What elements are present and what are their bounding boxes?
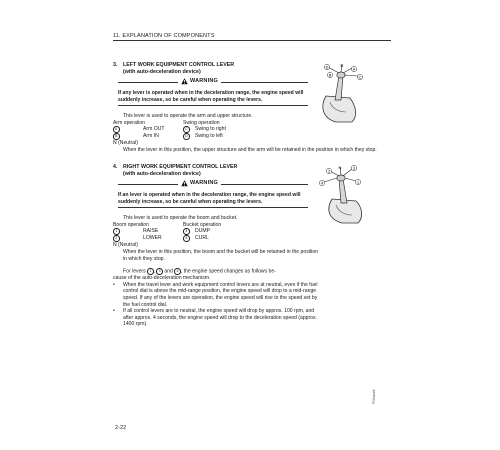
direction-arrow: [344, 75, 358, 76]
figure-label: D: [325, 65, 329, 70]
levers-text-cont: , the engine speed changes as follows be-: [180, 268, 276, 275]
bullet-item: • If all control levers are to neutral, the engine speed will drop by approx. 100 rpm, and after approx. 4 seconds, the engine speed will drop to the deceleration speed (approx. 1400 rpm).: [113, 308, 323, 328]
arm-operation-header: Arm operation: [113, 119, 145, 126]
circled-key: 4: [183, 235, 190, 242]
figure-label: N: [338, 165, 342, 170]
circled-key: D: [184, 134, 188, 139]
warning-triangle-icon: [181, 180, 188, 187]
section4-warning-box: [118, 180, 308, 208]
circled-key: 3: [156, 268, 163, 275]
op-value: Swing to left: [195, 133, 223, 140]
circled-key: 4: [174, 268, 181, 275]
warning-triangle-icon: [181, 78, 188, 85]
figure-label: C: [358, 75, 362, 80]
section3-warning-text: If any lever is operated when in the deceleration range, the engine speed will suddenly increase, so be careful when operating the levers.: [118, 90, 304, 103]
section3-number: 3.: [113, 62, 118, 68]
lever-knob: [337, 72, 345, 78]
direction-arrow: [343, 169, 352, 176]
section4-warning-text: If an lever is operated when in the deceleration range, the engine speed will suddenly increase, so be careful when operating the levers.: [118, 192, 301, 205]
auto-decel-intro: For levers 1 , 3 and 4 , the engine speed changes as follows be-: [123, 268, 276, 275]
lever-knob: [337, 175, 345, 181]
direction-arrow: [343, 68, 352, 73]
section4-body: [113, 215, 393, 328]
right-lever-figure: [312, 163, 372, 225]
swing-operation-header: Swing operation: [183, 119, 220, 126]
circled-key: 1: [147, 268, 154, 275]
figure-label: B: [328, 73, 332, 78]
section3-warning-label: WARNING: [190, 78, 218, 85]
figure-label: 1: [356, 180, 360, 185]
section4-subtitle: (with auto-deceleration device): [123, 171, 201, 177]
section4-intro: This lever is used to operate the boom and bucket.: [123, 215, 238, 221]
page-number: 2-22: [115, 425, 127, 431]
lever-stick: [335, 76, 343, 100]
section4-neutral: N (Neutral): [113, 242, 138, 249]
section3-title: [113, 62, 234, 76]
section-header: 11. EXPLANATION OF COMPONENTS: [113, 33, 391, 41]
section3-heading: LEFT WORK EQUIPMENT CONTROL LEVER: [123, 62, 235, 68]
op-value: LOWER: [143, 235, 162, 242]
section3-op-row: [113, 126, 393, 133]
op-value: CURL: [195, 235, 209, 242]
direction-arrow: [324, 178, 337, 182]
op-value: Swing to right: [195, 126, 226, 133]
bullet-text: When the travel lever and work equipment control levers are at neutral, even if the fuel control dial is above the mid-range position, the engine speed will drop to a mid-range speed. If any of the levers are operation, the engine speed will rise to the speed set by the fuel control dial.: [123, 281, 318, 308]
section3-warning-header: [178, 78, 221, 85]
circled-key: A: [113, 126, 120, 133]
circled-key: C: [184, 127, 188, 132]
section4-heading: RIGHT WORK EQUIPMENT CONTROL LEVER: [123, 164, 238, 170]
section4-neutral-text: When the lever in this position, the boom and the bucket will be retained in the position in which they stop.: [123, 248, 319, 262]
figure-label: A: [352, 67, 356, 72]
bullet-text: If all control levers are to neutral, the engine speed will drop by approx. 100 rpm, and after approx. 4 seconds, the engine speed will drop to the deceleration speed (approx. 1400 rpm).: [123, 308, 317, 328]
figure-label: 3: [352, 166, 356, 171]
circled-key: B: [113, 133, 120, 140]
boom-operation-header: Boom operation: [113, 221, 149, 228]
op-value: Arm OUT: [143, 126, 165, 133]
levers-text: For levers: [123, 268, 146, 275]
section3-warning-box: [118, 78, 308, 106]
circled-key: 1: [113, 228, 120, 235]
op-value: RAISE: [143, 228, 159, 235]
section3-neutral: N (Neutral): [113, 140, 138, 147]
bucket-operation-header: Bucket operation: [183, 221, 222, 228]
section4-number: 4.: [113, 164, 118, 170]
figure-label: N: [340, 63, 344, 68]
section4-title: [113, 164, 237, 178]
figure-code: PC0xxxx6: [372, 389, 376, 404]
section3-intro: This lever is used to operate the arm and upper structure.: [123, 113, 253, 119]
section3-subtitle: (with auto-deceleration device): [123, 69, 201, 75]
bullet-item: • When the travel lever and work equipment control levers are at neutral, even if the fuel control dial is above the mid-range position, the engine speed will drop to a mid-range speed. If any of the levers are operation, the engine speed will rise to the speed set by the fuel control dial.: [113, 282, 323, 308]
levers-and-text: and: [164, 268, 173, 275]
op-value: Arm IN: [143, 133, 159, 140]
figure-label: 2: [327, 169, 331, 174]
section4-warning-label: WARNING: [190, 180, 218, 187]
section4-warning-header: [178, 180, 221, 187]
circled-key: 3: [183, 228, 190, 235]
section4-op-row: [113, 228, 393, 235]
op-value: DUMP: [195, 228, 210, 235]
section3-neutral-text: When the lever in this position, the upper structure and the arm will be retained in the position in which they stop.: [123, 146, 377, 153]
circled-key: 2: [113, 235, 120, 242]
left-lever-figure: [308, 62, 368, 124]
section4-op-row: [113, 235, 393, 242]
auto-decel-intro-2: cause of the auto-deceleration mechanism.: [113, 275, 211, 282]
section3-op-row: [113, 133, 393, 140]
direction-arrow: [345, 178, 356, 181]
figure-label: 4: [320, 181, 324, 186]
